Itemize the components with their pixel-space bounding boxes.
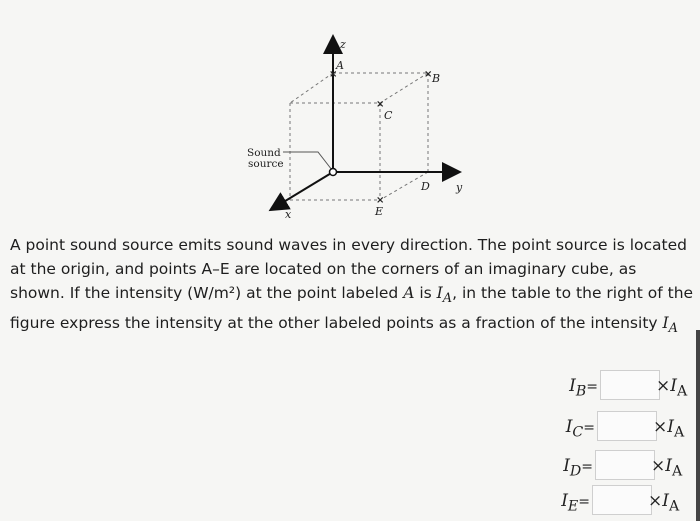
question-part2: is (414, 284, 437, 302)
answer-row-E (540, 485, 690, 519)
question-part1: A point sound source emits sound waves in every direction. The point source is located at the origin, and points A–E are located on the corners of an imaginary cube, as shown. If the intensity (W/m²) at the point labeled (10, 236, 687, 302)
right-edge-bar (696, 330, 700, 521)
source-label-line2: source (248, 158, 284, 170)
point-A-label: A (336, 59, 344, 72)
marker-E: × (376, 195, 385, 206)
cube-edges (290, 73, 428, 200)
multiplier-D: $\times I_A$ (651, 456, 683, 480)
question-text (10, 233, 695, 341)
axis-x-label: x (285, 208, 292, 221)
cube-figure (0, 0, 700, 230)
point-B-label: B (432, 72, 441, 85)
marker-C: × (376, 99, 385, 110)
var-IA: $I_A$ (436, 284, 453, 307)
answer-input-C[interactable] (597, 411, 657, 441)
marker-A: × (329, 69, 338, 80)
answer-label-B: $I_B=$ (569, 376, 598, 400)
answer-label-D: $I_D=$ (563, 456, 593, 480)
origin-source (330, 169, 337, 176)
point-D-label: D (421, 180, 430, 193)
answer-row-B (548, 370, 698, 404)
var-A: A (403, 284, 415, 302)
answer-input-D[interactable] (595, 450, 655, 480)
marker-B: × (424, 69, 433, 80)
source-label-line1: Sound (247, 147, 281, 159)
x-axis (272, 172, 333, 209)
point-markers (329, 69, 432, 206)
multiplier-E: $\times I_A$ (648, 491, 680, 515)
point-C-label: C (384, 109, 393, 122)
axes (272, 38, 458, 209)
question-part3: , in the table to the right of the figure express the intensity at the other labeled points as a fraction of the intensity (10, 284, 694, 333)
point-E-label: E (375, 205, 384, 218)
answer-input-B[interactable] (600, 370, 660, 400)
answer-row-D (543, 450, 693, 484)
axis-y-label: y (456, 181, 463, 194)
multiplier-C: $\times I_A$ (653, 417, 685, 441)
multiplier-B: $\times I_A$ (656, 376, 688, 400)
answer-row-C (545, 411, 695, 445)
axis-z-label: z (340, 38, 346, 51)
answer-label-E: $I_E=$ (561, 491, 590, 515)
answer-input-E[interactable] (592, 485, 652, 515)
source-pointer (283, 152, 332, 170)
answer-label-C: $I_C=$ (565, 417, 595, 441)
var-IA2: $I_A$ (662, 314, 678, 337)
